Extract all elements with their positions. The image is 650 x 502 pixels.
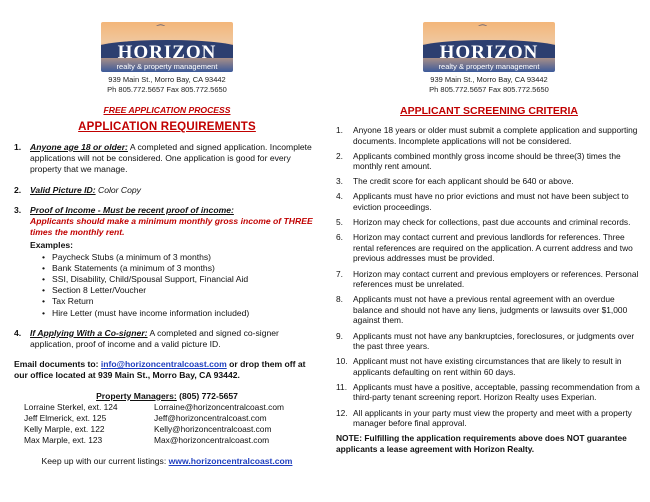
manager-email[interactable]: Lorraine@horizoncentralcoast.com (154, 401, 285, 412)
manager-email[interactable]: Kelly@horizoncentralcoast.com (154, 423, 272, 434)
requirement-item (14, 142, 320, 176)
free-process-heading: FREE APPLICATION PROCESS (103, 105, 231, 115)
criteria-item: 2. Applicants combined monthly gross income should be three(3) times the monthly rent amount. (336, 150, 621, 172)
manager-row (14, 424, 320, 435)
right-page (336, 0, 642, 454)
requirement-text: Color Copy (95, 184, 141, 195)
criteria-item: 9. Applicants must not have any bankruptcies, foreclosures, or judgments over the past three years. (336, 330, 635, 352)
criteria-item: 12. All applicants in your party must view the property and meet with a property manager before final approval. (336, 407, 632, 429)
income-note: Applicants should make a minimum monthly gross income of THREE times the monthly rent. (30, 216, 313, 238)
requirement-number: 3. (14, 204, 22, 215)
property-managers-heading (14, 391, 320, 401)
criteria-item: 7. Horizon may contact current and previous employers or references. Personal references must be unrelated. (336, 268, 639, 290)
criteria-item: 11. Applicants must have a positive, acceptable, passing recommendation from a third-party tenant screening report. Horizon Realty uses Experian. (336, 381, 640, 403)
requirement-text: A completed and signed co-signer application, proof of income and a valid picture ID. (30, 327, 279, 350)
example-item: • Hire Letter (must have income information included) (42, 308, 320, 319)
example-item: • SSI, Disability, Child/Spousal Support, Financial Aid (42, 274, 320, 285)
requirement-number: 2. (14, 184, 22, 195)
example-item: • Section 8 Letter/Voucher (42, 285, 320, 296)
requirement-text: A completed and signed application. Incomplete applications will not be considered. One application is good for every property that we manage. (30, 142, 312, 175)
guarantee-note: NOTE: Fulfilling the application requirements above does NOT guarantee applicants a lease agreement with Horizon Realty. (336, 433, 627, 454)
company-address: 939 Main St., Morro Bay, CA 93442 (108, 75, 226, 84)
manager-email[interactable]: Max@horizoncentralcoast.com (154, 434, 270, 445)
company-contact (14, 75, 320, 95)
criteria-item: 5. Horizon may check for collections, past due accounts and criminal records. (336, 217, 631, 228)
manager-name: Kelly Marple, ext. 122 (24, 423, 105, 434)
manager-name: Lorraine Sterkel, ext. 124 (24, 401, 118, 412)
requirements-list (14, 142, 320, 350)
examples-label: Examples: (30, 240, 73, 251)
manager-email[interactable]: Jeff@horizoncentralcoast.com (154, 412, 267, 423)
requirements-title: APPLICATION REQUIREMENTS (78, 121, 256, 133)
manager-row (14, 435, 320, 446)
horizon-logo (101, 22, 233, 72)
requirement-item (14, 328, 320, 350)
bird-icon: ⁀ (157, 26, 165, 36)
managers-table (14, 402, 320, 446)
email-instructions (14, 359, 320, 381)
company-contact (336, 75, 642, 95)
criteria-title: APPLICANT SCREENING CRITERIA (400, 105, 578, 117)
logo-brand: HORIZON (117, 42, 217, 63)
logo-tagline: realty & property management (438, 62, 540, 71)
criteria-item: 3. The credit score for each applicant should be 640 or above. (336, 176, 574, 187)
requirement-number: 1. (14, 142, 22, 152)
criteria-list (336, 125, 642, 429)
pm-phone: (805) 772-5657 (176, 390, 238, 401)
listings-line (14, 456, 320, 466)
listings-prefix: Keep up with our current listings: (41, 455, 169, 466)
email-link[interactable]: info@horizoncentralcoast.com (100, 359, 227, 370)
requirement-heading: Valid Picture ID: (30, 184, 96, 195)
requirement-heading: Anyone age 18 or older: (30, 142, 128, 152)
requirement-item (14, 205, 320, 319)
criteria-item: 10. Applicant must not have existing circumstances that are likely to result in applicants defaulting on rent within 60 days. (336, 356, 622, 377)
email-suffix: or drop them off at our office located at 939 Main St., Morro Bay, CA 93442. (14, 359, 306, 381)
email-prefix: Email documents to: (14, 359, 101, 370)
manager-row (14, 413, 320, 424)
listings-link[interactable]: www.horizoncentralcoast.com (168, 455, 293, 466)
criteria-item: 4. Applicants must have no prior evictions and must not have been subject to eviction proceedings. (336, 191, 629, 213)
manager-name: Max Marple, ext. 123 (24, 434, 103, 445)
company-address: 939 Main St., Morro Bay, CA 93442 (430, 75, 548, 84)
requirement-heading: Proof of Income - Must be recent proof of income: (30, 204, 234, 215)
logo-tagline: realty & property management (116, 62, 218, 71)
left-page (14, 0, 320, 466)
company-phone-fax: Ph 805.772.5657 Fax 805.772.5650 (107, 85, 227, 94)
logo-brand: HORIZON (439, 42, 539, 63)
horizon-logo (423, 22, 555, 72)
bird-icon: ⁀ (479, 26, 487, 36)
requirement-heading: If Applying With a Co-signer: (30, 327, 148, 338)
manager-name: Jeff Elmerick, ext. 125 (24, 412, 107, 423)
manager-row (14, 402, 320, 413)
company-phone-fax: Ph 805.772.5657 Fax 805.772.5650 (429, 85, 549, 94)
pm-title: Property Managers: (96, 390, 177, 401)
requirement-item (14, 185, 320, 196)
example-item: • Tax Return (42, 296, 320, 307)
requirement-number: 4. (14, 327, 22, 338)
example-item: • Paycheck Stubs (a minimum of 3 months) (42, 252, 320, 263)
criteria-item: 6. Horizon may contact current and previous landlords for references. Three rental references are required on the application. A current address and two previous addresses must be provided. (336, 232, 633, 264)
examples-list (42, 252, 320, 319)
example-item: • Bank Statements (a minimum of 3 months) (42, 263, 320, 274)
criteria-item: 1. Anyone 18 years or older must submit a complete application and supporting documents. Incomplete applications will not be considered. (336, 125, 638, 146)
criteria-item: 8. Applicants must not have a previous rental agreement with an overdue balance and should not have any liens, judgments or lawsuits over $1,000 against them. (336, 294, 628, 326)
